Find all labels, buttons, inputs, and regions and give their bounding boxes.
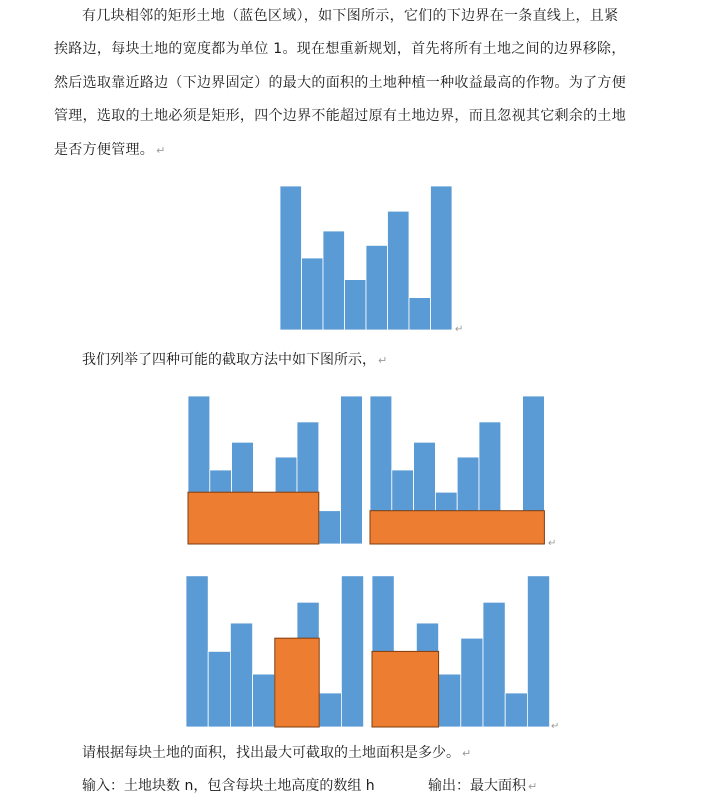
land-bar	[323, 231, 345, 330]
land-bar	[302, 258, 324, 330]
bar-chart-5	[372, 576, 550, 727]
paragraph-mark: ↵	[551, 721, 560, 732]
land-bar	[388, 211, 410, 330]
land-bar	[341, 576, 363, 727]
paragraph-mark: ↵	[528, 780, 538, 793]
methods-caption	[82, 345, 387, 376]
land-bar	[253, 674, 275, 727]
io-line	[82, 771, 538, 801]
land-bar	[409, 298, 431, 330]
land-bar	[439, 674, 461, 727]
land-bar	[527, 576, 549, 727]
question-line: 请根据每块土地的面积，找出最大可截取的土地面积是多少。	[82, 745, 460, 761]
paragraph-mark: ↵	[455, 324, 464, 335]
intro-line: 挨路边，每块土地的宽度都为单位 1。现在想重新规划，首先将所有土地之间的边界移除，	[54, 41, 626, 58]
question-text	[82, 738, 471, 769]
output-label: 输出：最大面积	[428, 778, 526, 794]
selected-area	[370, 511, 544, 544]
bar-chart-3	[370, 396, 544, 544]
land-bar	[461, 638, 483, 727]
land-bar	[341, 396, 363, 544]
selected-area	[275, 638, 319, 727]
land-bar	[186, 576, 208, 727]
bar-chart-1	[280, 186, 452, 330]
bar-chart-2	[188, 396, 362, 544]
land-bar	[230, 623, 252, 727]
land-bar	[319, 693, 341, 727]
paragraph-mark: ↵	[156, 143, 166, 157]
land-bar	[319, 511, 341, 544]
land-bar	[345, 280, 367, 330]
intro-line: 然后选取靠近路边（下边界固定）的最大的面积的土地种植一种收益最高的作物。为了方便	[54, 74, 626, 91]
paragraph-mark: ↵	[462, 747, 472, 760]
selected-area	[372, 651, 439, 727]
intro-line: 是否方便管理。	[54, 141, 155, 158]
intro-line: 管理，选取的土地必须是矩形，四个边界不能超过原有土地边界，而且忽视其它剩余的土地	[54, 108, 626, 125]
paragraph-mark: ↵	[378, 354, 388, 367]
input-label: 输入：土地块数 n，包含每块土地高度的数组 h	[82, 778, 375, 794]
selected-area	[188, 492, 319, 544]
bar-chart-4	[186, 576, 364, 727]
land-bar	[208, 651, 230, 727]
methods-caption-text: 我们列举了四种可能的截取方法中如下图所示，	[82, 352, 376, 368]
land-bar	[280, 186, 302, 330]
land-bar	[366, 245, 388, 330]
intro-line: 有几块相邻的矩形土地（蓝色区域），如下图所示，它们的下边界在一条直线上，且紧	[82, 8, 619, 24]
land-bar	[483, 602, 505, 727]
land-bar	[431, 186, 453, 330]
paragraph-mark: ↵	[548, 538, 557, 549]
land-bar	[505, 693, 527, 727]
